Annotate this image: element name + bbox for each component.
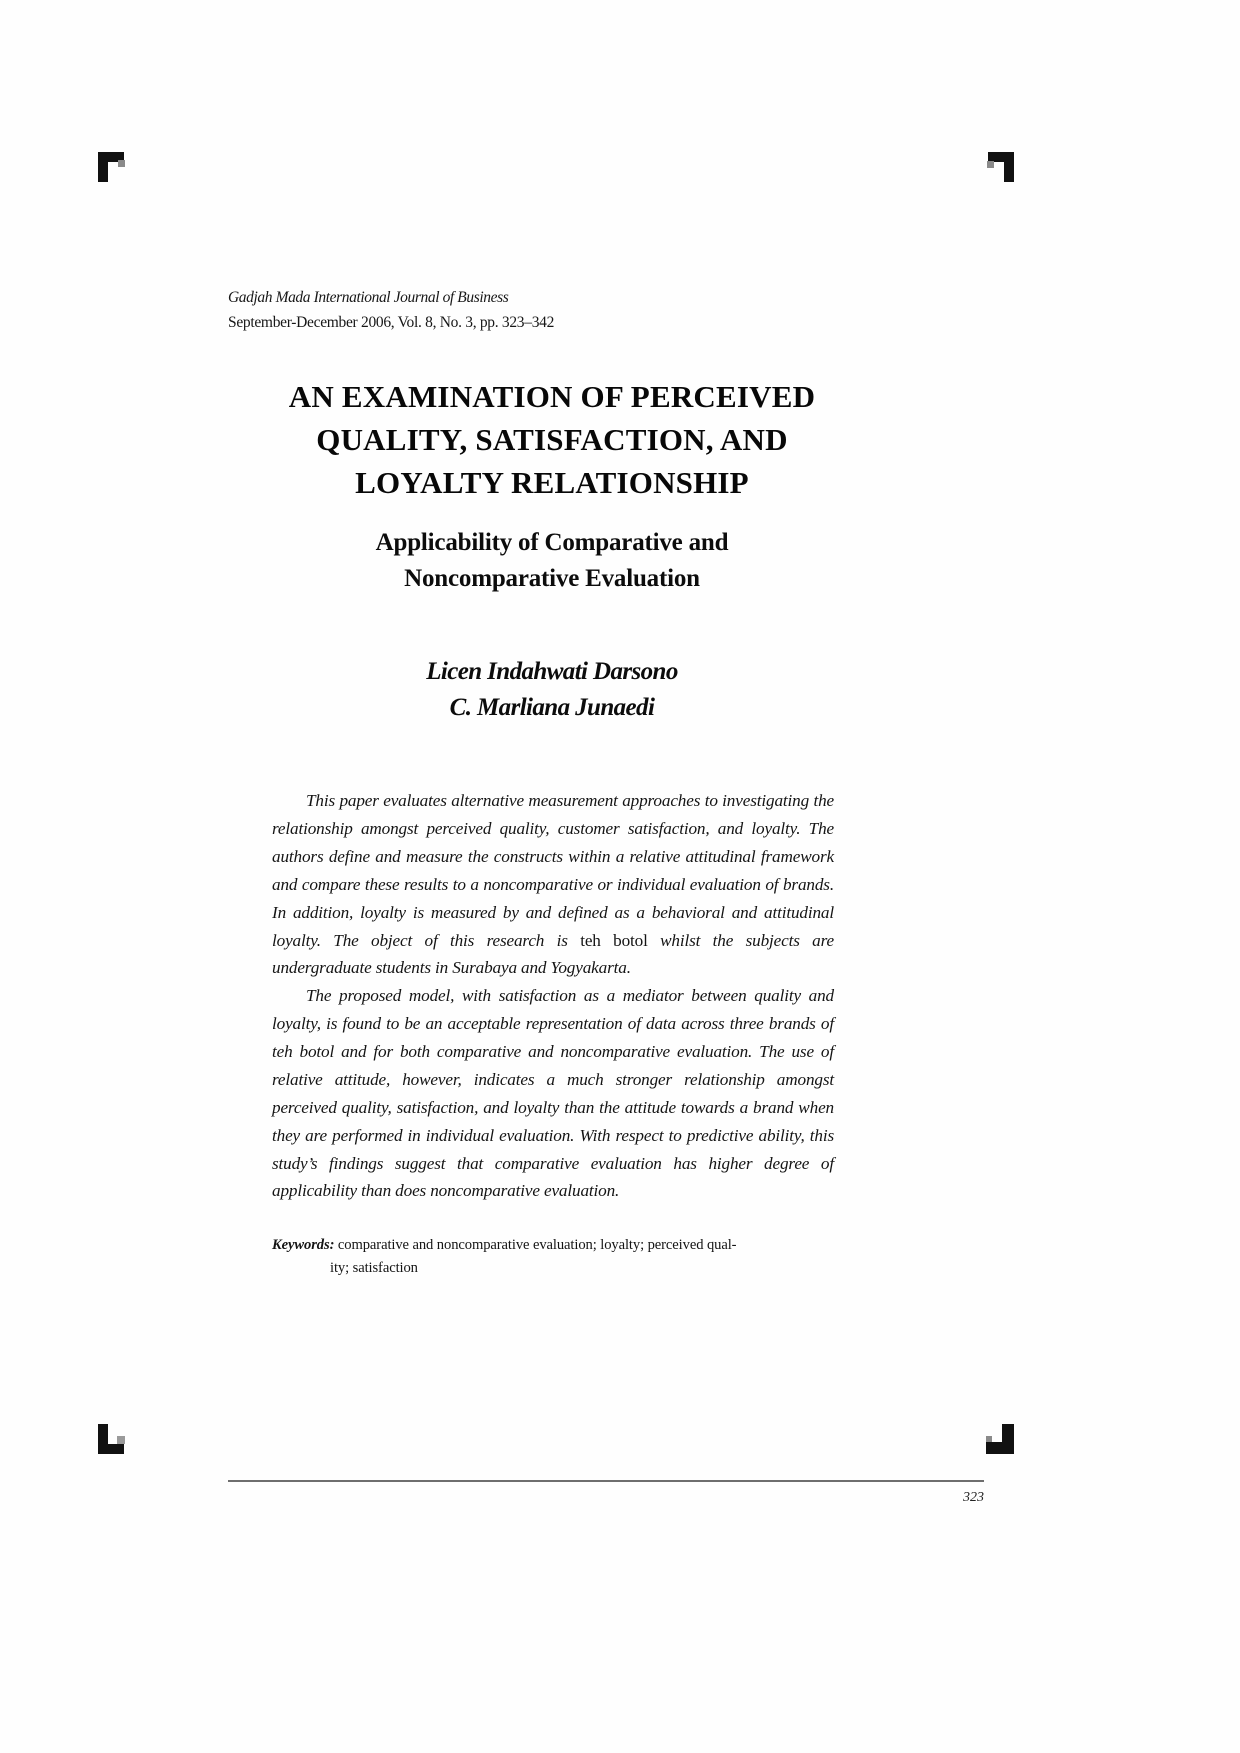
author-name-1: Licen Indahwati Darsono [426,658,678,686]
page-title [228,376,876,504]
author-list [228,654,876,725]
keywords-line-2: ity; satisfaction [330,1260,418,1277]
abstract-p1-text-1: This paper evaluates alternative measurement approaches to investigating the relationship amongst perceived quality, customer satisfaction, and loyalty. The authors define and measure the constructs within a relative attitudinal framework and compare these results to a noncomparative or individual evaluation of brands. In addition, loyalty is measured by and defined as a behavioral and attitudinal loyalty. The object of this research is [272,791,834,950]
author-name-2: C. Marliana Junaedi [449,693,655,721]
brand-name-teh-botol-2: teh botol [272,1042,335,1062]
abstract-paragraph-1 [272,787,834,982]
page-number: 323 [963,1490,984,1505]
crop-mark-horizontal-bar [98,1444,124,1454]
abstract-paragraph-2 [272,982,834,1205]
crop-mark-bottom-left [98,1424,128,1454]
subtitle-line-2: Noncomparative Evaluation [404,564,700,592]
abstract-section [228,787,876,1205]
crop-mark-nick [986,1436,992,1442]
abstract-p2-text-1: The proposed model, with satisfaction as a mediator between quality and loyalty, is found to be an acceptable representation of data across three brands of [272,986,834,1034]
title-line-1: AN EXAMINATION OF PERCEIVED [288,379,816,415]
page-subtitle [228,525,876,596]
keywords-line-1: comparative and noncomparative evaluation; loyalty; perceived qual- [337,1237,737,1254]
article-content [228,286,876,1280]
subtitle-line-1: Applicability of Comparative and [375,529,729,557]
crop-mark-top-left [98,152,128,182]
crop-mark-nick [987,161,994,168]
journal-header [228,286,876,334]
keywords-label: Keywords: [272,1237,335,1254]
title-block [228,376,876,596]
journal-issue-line: September-December 2006, Vol. 8, No. 3, pp. 323–342 [228,314,555,332]
abstract-p1-text-2: whilst the subjects are undergraduate students in Surabaya and Yogyakarta. [272,930,835,978]
crop-mark-nick [118,160,125,167]
brand-name-teh-botol: teh botol [580,930,648,950]
journal-name: Gadjah Mada International Journal of Business [228,289,509,306]
crop-mark-horizontal-bar [986,1442,1014,1454]
crop-mark-nick [117,1436,125,1444]
keywords-section [228,1235,876,1280]
crop-mark-top-right [984,152,1014,182]
title-line-2: QUALITY, SATISFACTION, AND [316,422,788,458]
footer-divider [228,1480,984,1482]
crop-mark-bottom-right [984,1424,1014,1454]
abstract-p2-text-2: and for both comparative and noncomparative evaluation. The use of relative attitude, however, indicates a much stronger relationship amongst perceived quality, satisfaction, and loyalty than the attitude towards a brand when they are performed in individual evaluation. With respect to predictive ability, this study’s findings suggest that comparative evaluation has higher degree of applicability than does noncomparative evaluation. [272,1042,834,1201]
title-line-3: LOYALTY RELATIONSHIP [355,464,749,500]
